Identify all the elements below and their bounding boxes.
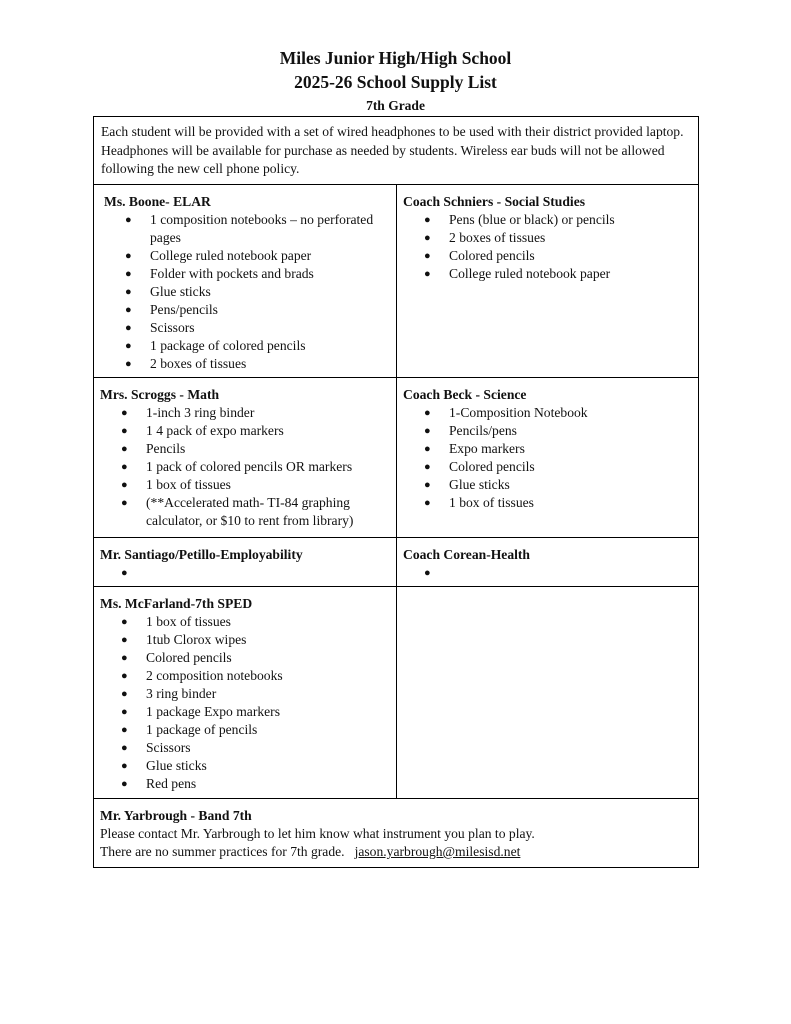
- supply-item: [100, 775, 392, 793]
- supply-item: [403, 458, 693, 476]
- supply-item: [100, 476, 392, 494]
- supply-item: [100, 721, 392, 739]
- supply-item-text: Colored pencils: [449, 248, 535, 263]
- bullet-icon: ●: [424, 407, 431, 419]
- supply-item-text: Pencils/pens: [449, 423, 517, 438]
- supply-item: [403, 404, 693, 422]
- supply-item: [104, 301, 394, 319]
- corean-cell: [403, 546, 693, 579]
- band-email-link[interactable]: jason.yarbrough@milesisd.net: [354, 844, 521, 859]
- bullet-icon: ●: [121, 479, 128, 491]
- bullet-icon: ●: [424, 443, 431, 455]
- supply-list: [100, 404, 392, 530]
- supply-item: [104, 355, 394, 373]
- supply-item: [104, 319, 394, 337]
- bullet-icon: ●: [121, 425, 128, 437]
- supply-item-text: Scissors: [146, 740, 191, 755]
- supply-item-text: 1-inch 3 ring binder: [146, 405, 255, 420]
- list-title: 2025-26 School Supply List: [294, 72, 497, 92]
- supply-item-text: 1 box of tissues: [449, 495, 534, 510]
- bullet-icon: ●: [121, 670, 128, 682]
- grade-label: 7th Grade: [366, 98, 425, 113]
- teacher-title: Coach Beck - Science: [403, 387, 527, 402]
- bullet-icon: ●: [121, 461, 128, 473]
- supply-item-text: 1 package of pencils: [146, 722, 258, 737]
- supply-item-text: Scissors: [150, 320, 195, 335]
- santiago-cell: [100, 546, 392, 579]
- supply-item-text: 1-Composition Notebook: [449, 405, 588, 420]
- supply-item: [100, 404, 392, 422]
- supply-item-text: Folder with pockets and brads: [150, 266, 314, 281]
- bullet-icon: ●: [424, 214, 431, 226]
- supply-item-text: Pencils: [146, 441, 186, 456]
- supply-item-text: Pens (blue or black) or pencils: [449, 212, 615, 227]
- supply-item-text: Colored pencils: [449, 459, 535, 474]
- school-name: Miles Junior High/High School: [279, 48, 512, 68]
- supply-item: [104, 211, 394, 247]
- supply-item: [403, 211, 693, 229]
- supply-item: [100, 685, 392, 703]
- supply-item: [100, 422, 392, 440]
- supply-item: [100, 613, 392, 631]
- bullet-icon: ●: [125, 214, 132, 226]
- teacher-title: Coach Schniers - Social Studies: [403, 194, 586, 209]
- supply-item-text: Red pens: [146, 776, 197, 791]
- bullet-icon: ●: [424, 497, 431, 509]
- supply-item: [403, 229, 693, 247]
- bullet-icon: ●: [424, 461, 431, 473]
- supply-item: [100, 667, 392, 685]
- mcfarland-cell: [100, 595, 392, 793]
- bullet-icon: ●: [424, 479, 431, 491]
- supply-table: [93, 116, 699, 868]
- supply-item: [100, 649, 392, 667]
- supply-item-text: Glue sticks: [150, 284, 211, 299]
- headphones-notice: Each student will be provided with a set of wired headphones to be used with their district provided laptop. Headphones will be available for purchase as needed by students. Wireless ear buds will not be allowed following the new cell phone policy.: [101, 124, 684, 176]
- bullet-icon: ●: [125, 286, 132, 298]
- bullet-icon: ●: [125, 358, 132, 370]
- teacher-title: Mr. Santiago/Petillo-Employability: [100, 547, 303, 562]
- bullet-icon: ●: [121, 724, 128, 736]
- bullet-icon: ●: [424, 232, 431, 244]
- supply-list: [403, 211, 693, 283]
- supply-item-text: 1 composition notebooks – no perforated pages: [150, 212, 374, 245]
- supply-list: [104, 211, 394, 373]
- schniers-cell: [403, 193, 693, 283]
- teacher-title: Coach Corean-Health: [403, 547, 530, 562]
- supply-item-text: College ruled notebook paper: [150, 248, 312, 263]
- bullet-icon: ●: [424, 425, 431, 437]
- supply-item-text: College ruled notebook paper: [449, 266, 611, 281]
- supply-item: [100, 631, 392, 649]
- row-divider: [94, 798, 698, 799]
- supply-item-text: Expo markers: [449, 441, 525, 456]
- bullet-icon: ●: [121, 497, 128, 509]
- supply-item-text: 1 box of tissues: [146, 614, 231, 629]
- bullet-icon: ●: [121, 706, 128, 718]
- beck-cell: [403, 386, 693, 512]
- supply-list: [100, 613, 392, 793]
- supply-item: [403, 265, 693, 283]
- band-practice-note: There are no summer practices for 7th grade.: [100, 844, 345, 859]
- teacher-title: Ms. Boone- ELAR: [104, 194, 211, 209]
- teacher-title: Mrs. Scroggs - Math: [100, 387, 220, 402]
- supply-item-text: 1tub Clorox wipes: [146, 632, 247, 647]
- teacher-title: Ms. McFarland-7th SPED: [100, 596, 253, 611]
- supply-item-text: Pens/pencils: [150, 302, 218, 317]
- bullet-icon: ●: [121, 778, 128, 790]
- scroggs-cell: [100, 386, 392, 530]
- supply-item: [104, 247, 394, 265]
- band-section: [100, 807, 690, 861]
- supply-item-text: 2 boxes of tissues: [150, 356, 247, 371]
- supply-item: [100, 494, 392, 530]
- supply-list: [403, 404, 693, 512]
- supply-item-text: Glue sticks: [146, 758, 207, 773]
- bullet-icon: ●: [121, 760, 128, 772]
- bullet-icon: ●: [121, 652, 128, 664]
- band-note: [100, 843, 690, 861]
- bullet-icon: ●: [121, 688, 128, 700]
- supply-item-text: Colored pencils: [146, 650, 232, 665]
- supply-item: [104, 337, 394, 355]
- band-title: Mr. Yarbrough - Band 7th: [100, 808, 252, 823]
- bullet-icon: ●: [125, 340, 132, 352]
- supply-item: [403, 476, 693, 494]
- bullet-icon: ●: [125, 304, 132, 316]
- bullet-icon: ●: [121, 407, 128, 419]
- supply-item: [100, 757, 392, 775]
- bullet-icon: ●: [125, 268, 132, 280]
- supply-item: [104, 265, 394, 283]
- column-divider: [396, 184, 397, 798]
- band-instructions: Please contact Mr. Yarbrough to let him know what instrument you plan to play.: [100, 826, 535, 841]
- supply-item: [403, 494, 693, 512]
- supply-item: [104, 283, 394, 301]
- supply-item: [403, 440, 693, 458]
- supply-item-text: 1 pack of colored pencils OR markers: [146, 459, 353, 474]
- supply-item: [403, 422, 693, 440]
- bullet-icon: ●: [424, 250, 431, 262]
- bullet-icon: ●: [424, 268, 431, 280]
- bullet-icon: ●: [121, 616, 128, 628]
- supply-item: [403, 247, 693, 265]
- supply-item: [100, 703, 392, 721]
- supply-item: [100, 440, 392, 458]
- bullet-icon: ●: [121, 634, 128, 646]
- supply-item: [100, 458, 392, 476]
- supply-item-text: 3 ring binder: [146, 686, 217, 701]
- bullet-icon: ●: [121, 742, 128, 754]
- supply-item-text: 2 composition notebooks: [146, 668, 283, 683]
- supply-item-text: 1 box of tissues: [146, 477, 231, 492]
- boone-cell: [104, 193, 394, 373]
- supply-item-text: 1 package of colored pencils: [150, 338, 306, 353]
- bullet-icon: ●: [125, 322, 132, 334]
- supply-item: [100, 739, 392, 757]
- supply-item-text: 1 4 pack of expo markers: [146, 423, 284, 438]
- bullet-icon: ●: [121, 567, 128, 579]
- bullet-icon: ●: [121, 443, 128, 455]
- supply-item-text: 1 package Expo markers: [146, 704, 280, 719]
- supply-item-text: (**Accelerated math- TI-84 graphing calculator, or $10 to rent from library): [146, 495, 354, 528]
- supply-item-text: 2 boxes of tissues: [449, 230, 546, 245]
- bullet-icon: ●: [125, 250, 132, 262]
- supply-item-text: Glue sticks: [449, 477, 510, 492]
- bullet-icon: ●: [424, 567, 431, 579]
